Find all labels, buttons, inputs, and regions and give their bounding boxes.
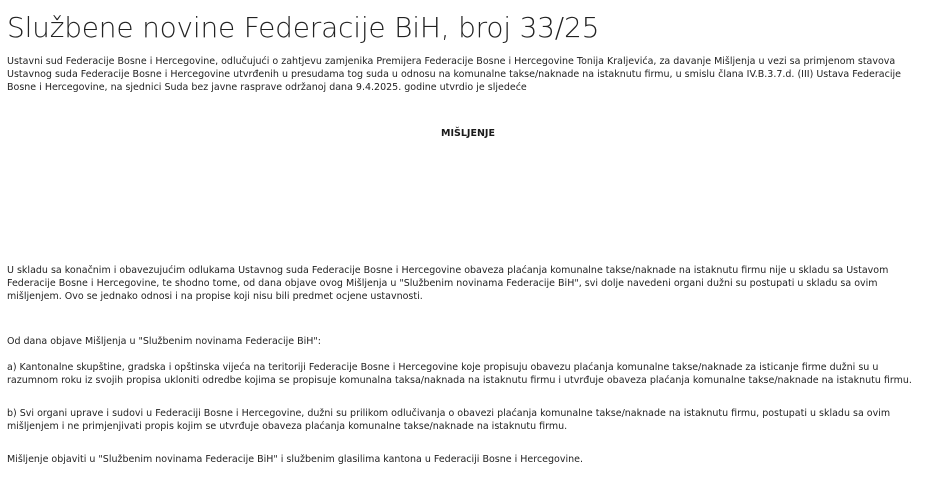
opinion-paragraph-3: a) Kantonalne skupštine, gradska i opštinska vijeća na teritoriji Federacije Bosne i Hercegovine koje propisuju obavezu plaćanja komunalne takse/naknade za isticanje firme dužni su u razumnom roku iz svojih propisa ukloniti odredbe kojima se propisuje komunalna taksa/naknada na istaknutu firmu i utvrđuje obaveza plaćanja komunalne takse/naknade na istaknutu firmu.: [7, 362, 912, 386]
page-title: Službene novine Federacije BiH, broj 33/25: [7, 11, 600, 44]
opinion-paragraph-4: b) Svi organi uprave i sudovi u Federaciji Bosne i Hercegovine, dužni su prilikom odlučivanja o obavezi plaćanja komunalne takse/naknade na istaknutu firmu, postupati u skladu sa ovim mišljenjem i ne primjenjivati propis kojim se utvrđuje obaveza plaćanja komunalne takse/naknade na istaknutu firmu.: [7, 408, 891, 432]
opinion-paragraph-2: Od dana objave Mišljenja u "Službenim novinama Federacije BiH":: [7, 336, 322, 347]
opinion-paragraph-5: Mišljenje objaviti u "Službenim novinama Federacije BiH" i službenim glasilima kantona u Federaciji Bosne i Hercegovine.: [7, 454, 584, 465]
opinion-paragraph-1: U skladu sa konačnim i obavezujućim odlukama Ustavnog suda Federacije Bosne i Hercegovine obaveza plaćanja komunalne takse/naknade na istaknutu firmu nije u skladu sa Ustavom Federacije Bosne i Hercegovine, te shodno tome, od dana objave ovog Mišljenja u "Službenim novinama Federacije BiH", svi dolje navedeni organi dužni su postupati u skladu sa ovim mišljenjem. Ovo se jednako odnosi i na propise koji nisu bili predmet ocjene ustavnosti.: [7, 265, 889, 302]
intro-paragraph: Ustavni sud Federacije Bosne i Hercegovine, odlučujući o zahtjevu zamjenika Premijera Federacije Bosne i Hercegovine Tonija Kraljevića, za davanje Mišljenja u vezi sa primjenom stavova Ustavnog suda Federacije Bosne i Hercegovine utvrđenih u presudama tog suda u odnosu na komunalne takse/naknade na istaknutu firmu, u smislu člana IV.B.3.7.d. (III) Ustava Federacije Bosne i Hercegovine, na sjednici Suda bez javne rasprave održanoj dana 9.4.2025. godine utvrdio je sljedeće: [7, 56, 901, 93]
opinion-heading: MIŠLJENJE: [441, 128, 495, 139]
